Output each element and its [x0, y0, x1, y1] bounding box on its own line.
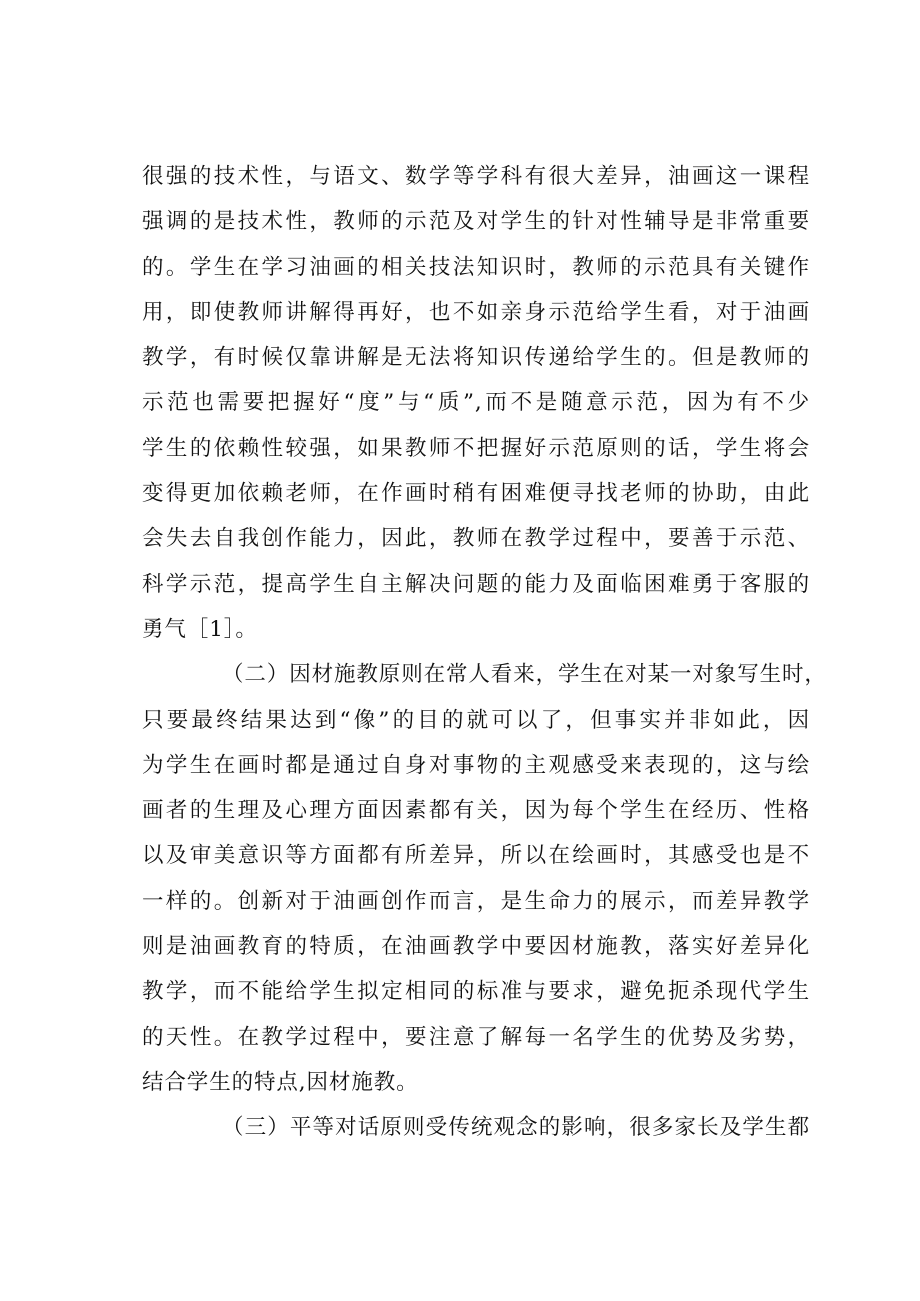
text-line: 只要最终结果达到“像”的目的就可以了，但事实并非如此，因 [142, 707, 810, 733]
body-text [142, 154, 827, 1151]
text-line: 用，即使教师讲解得再好，也不如亲身示范给学生看，对于油画 [142, 299, 810, 325]
text-line: 则是油画教育的特质，在油画教学中要因材施教，落实好差异化 [142, 934, 810, 960]
text-line: 学生的依赖性较强，如果教师不把握好示范原则的话，学生将会 [142, 435, 810, 461]
text-line: 为学生在画时都是通过自身对事物的主观感受来表现的，这与绘 [142, 752, 810, 778]
text-line: 很强的技术性，与语文、数学等学科有很大差异，油画这一课程 [142, 164, 810, 189]
text-line: 示范也需要把握好“度”与“质”,而不是随意示范，因为有不少 [142, 390, 810, 416]
text-line: 科学示范，提高学生自主解决问题的能力及面临困难勇于客服的 [142, 571, 810, 597]
text-line: 以及审美意识等方面都有所差异，所以在绘画时，其感受也是不 [142, 843, 810, 869]
text-line: 教学，而不能给学生拟定相同的标准与要求，避免扼杀现代学生 [142, 979, 810, 1005]
text-line: 教学，有时候仅靠讲解是无法将知识传递给学生的。但是教师的 [142, 345, 810, 371]
text-line: 的天性。在教学过程中，要注意了解每一名学生的优势及劣势， [142, 1024, 810, 1050]
paragraph-heading-line: （三）平等对话原则受传统观念的影响，很多家长及学生都 [222, 1115, 810, 1141]
text-line: 一样的。创新对于油画创作而言，是生命力的展示，而差异教学 [142, 888, 810, 914]
text-line: 的。学生在学习油画的相关技法知识时，教师的示范具有关键作 [142, 254, 810, 280]
paragraph-heading-line: （二）因材施教原则在常人看来，学生在对某一对象写生时， [222, 662, 827, 688]
text-line: 变得更加依赖老师，在作画时稍有困难便寻找老师的协助，由此 [142, 481, 810, 507]
text-line: 强调的是技术性，教师的示范及对学生的针对性辅导是非常重要 [142, 209, 810, 235]
text-line: 画者的生理及心理方面因素都有关，因为每个学生在经历、性格 [142, 798, 810, 824]
text-line: 勇气［1］。 [142, 616, 258, 642]
text-line: 会失去自我创作能力，因此，教师在教学过程中，要善于示范、 [142, 526, 810, 552]
text-line: 结合学生的特点,因材施教。 [142, 1069, 419, 1095]
